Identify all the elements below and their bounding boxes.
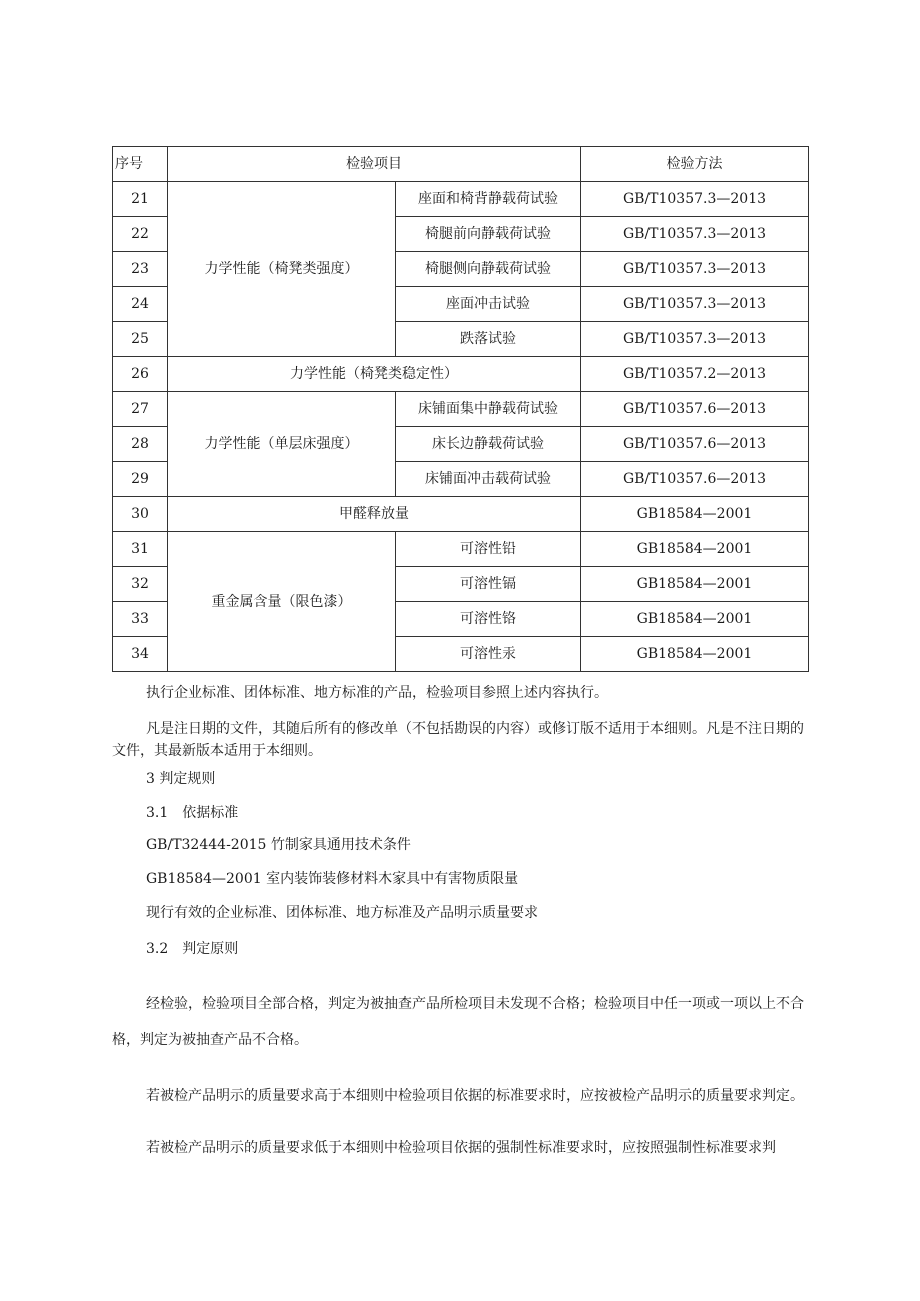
subsection-heading-basis-standards: 3.1 依据标准 (146, 805, 239, 821)
paragraph-judgment-result: 经检验，检验项目全部合格，判定为被抽查产品所检项目未发现不合格；检验项目中任一项或一项以上不合格，判定为被抽查产品不合格。 (112, 996, 804, 1048)
table-row (113, 357, 809, 392)
row-method: GB/T10357.3—2013 (581, 287, 809, 322)
row-method: GB18584—2001 (581, 532, 809, 567)
row-no: 22 (113, 217, 168, 252)
row-method: GB18584—2001 (581, 637, 809, 672)
row-no: 23 (113, 252, 168, 287)
row-method: GB/T10357.6—2013 (581, 392, 809, 427)
header-method: 检验方法 (581, 147, 809, 182)
standard-item-2: GB18584—2001 室内装饰装修材料木家具中有害物质限量 (146, 871, 519, 887)
row-no: 24 (113, 287, 168, 322)
header-no: 序号 (113, 147, 168, 182)
row-sub-item: 可溶性镉 (396, 567, 581, 602)
group-stability-chair: 力学性能（椅凳类稳定性） (168, 357, 581, 392)
paragraph-enterprise-standard: 执行企业标准、团体标准、地方标准的产品，检验项目参照上述内容执行。 (146, 685, 608, 701)
row-method: GB/T10357.3—2013 (581, 217, 809, 252)
row-no: 25 (113, 322, 168, 357)
row-sub-item: 可溶性铅 (396, 532, 581, 567)
row-method: GB/T10357.6—2013 (581, 462, 809, 497)
inspection-table (112, 146, 809, 672)
table-row (113, 392, 809, 427)
row-sub-item: 跌落试验 (396, 322, 581, 357)
row-method: GB18584—2001 (581, 497, 809, 532)
table-row (113, 182, 809, 217)
row-sub-item: 椅腿侧向静载荷试验 (396, 252, 581, 287)
paragraph-higher-requirement: 若被检产品明示的质量要求高于本细则中检验项目依据的标准要求时，应按被检产品明示的质量要求判定。 (146, 1088, 804, 1104)
row-no: 21 (113, 182, 168, 217)
group-formaldehyde: 甲醛释放量 (168, 497, 581, 532)
paragraph-dated-references: 凡是注日期的文件，其随后所有的修改单（不包括勘误的内容）或修订版不适用于本细则。凡是不注日期的文件，其最新版本适用于本细则。 (112, 721, 804, 759)
row-no: 34 (113, 637, 168, 672)
subsection-heading-judgment-principle: 3.2 判定原则 (146, 941, 239, 957)
row-method: GB/T10357.2—2013 (581, 357, 809, 392)
row-no: 33 (113, 602, 168, 637)
row-method: GB18584—2001 (581, 567, 809, 602)
row-no: 29 (113, 462, 168, 497)
row-no: 31 (113, 532, 168, 567)
section-heading-judgment-rules: 3 判定规则 (146, 771, 216, 787)
row-method: GB/T10357.3—2013 (581, 322, 809, 357)
standard-item-1: GB/T32444-2015 竹制家具通用技术条件 (146, 837, 411, 853)
row-sub-item: 可溶性汞 (396, 637, 581, 672)
table-row (113, 497, 809, 532)
row-sub-item: 床长边静载荷试验 (396, 427, 581, 462)
group-strength-bed: 力学性能（单层床强度） (168, 392, 396, 497)
row-no: 32 (113, 567, 168, 602)
row-sub-item: 椅腿前向静载荷试验 (396, 217, 581, 252)
row-no: 28 (113, 427, 168, 462)
row-method: GB/T10357.3—2013 (581, 182, 809, 217)
row-no: 30 (113, 497, 168, 532)
row-sub-item: 可溶性铬 (396, 602, 581, 637)
row-sub-item: 座面冲击试验 (396, 287, 581, 322)
row-sub-item: 座面和椅背静载荷试验 (396, 182, 581, 217)
group-strength-chair: 力学性能（椅凳类强度） (168, 182, 396, 357)
row-method: GB/T10357.3—2013 (581, 252, 809, 287)
table-row (113, 532, 809, 567)
row-no: 26 (113, 357, 168, 392)
table-header-row (113, 147, 809, 182)
row-method: GB/T10357.6—2013 (581, 427, 809, 462)
standard-item-3: 现行有效的企业标准、团体标准、地方标准及产品明示质量要求 (146, 905, 538, 921)
paragraph-lower-requirement: 若被检产品明示的质量要求低于本细则中检验项目依据的强制性标准要求时，应按照强制性标准要求判 (146, 1140, 776, 1156)
row-sub-item: 床铺面集中静载荷试验 (396, 392, 581, 427)
row-method: GB18584—2001 (581, 602, 809, 637)
group-heavy-metal: 重金属含量（限色漆） (168, 532, 396, 672)
header-item: 检验项目 (168, 147, 581, 182)
row-sub-item: 床铺面冲击载荷试验 (396, 462, 581, 497)
row-no: 27 (113, 392, 168, 427)
